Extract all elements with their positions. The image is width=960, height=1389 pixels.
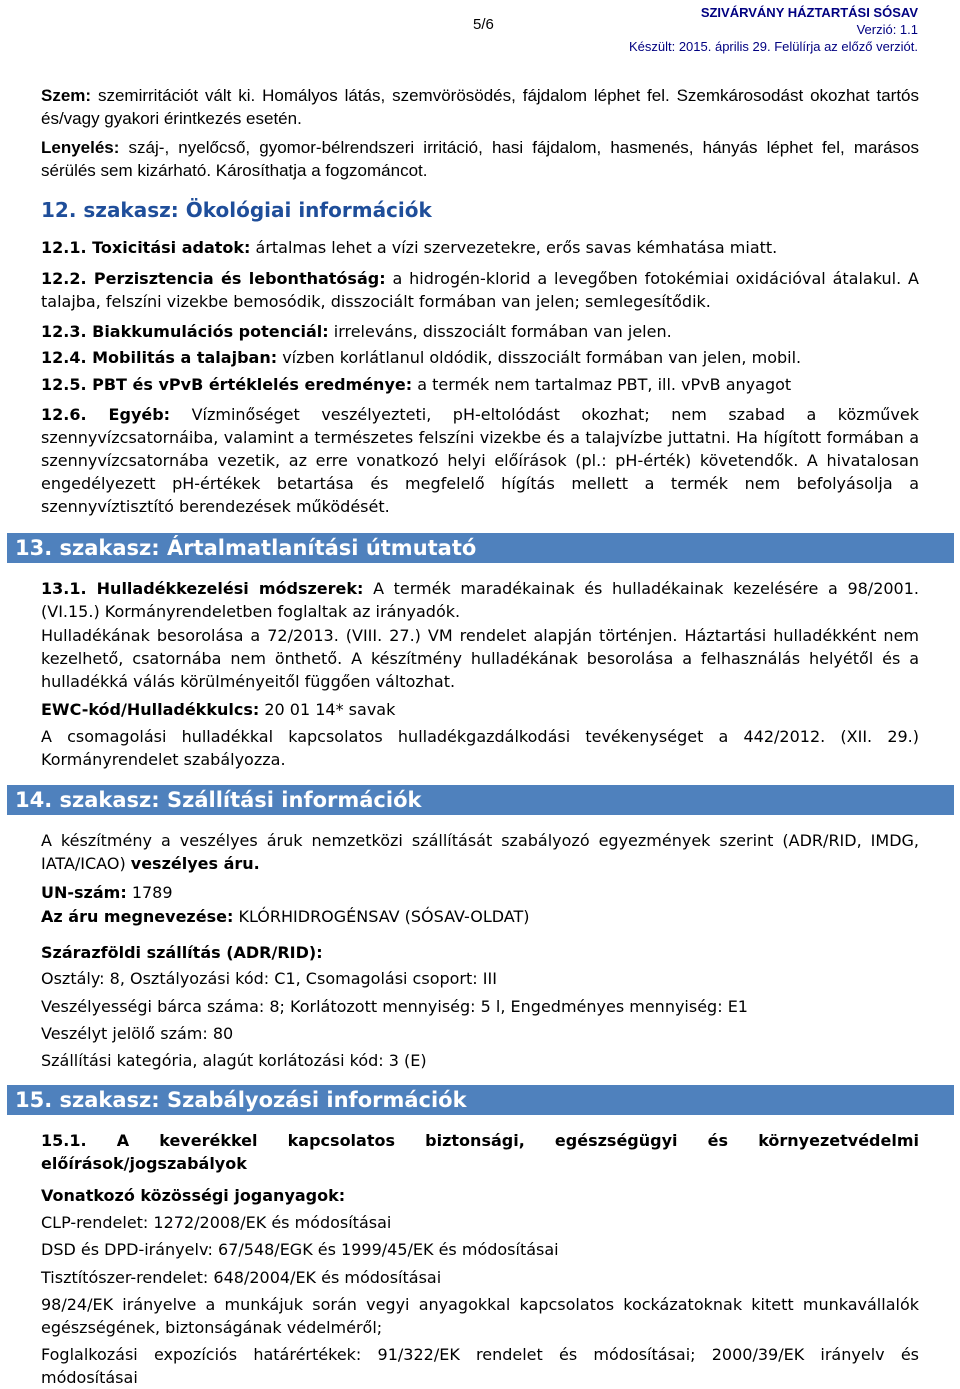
- persistence-paragraph: [41, 267, 919, 313]
- section-14-title: 14. szakasz: Szállítási információk: [15, 788, 422, 812]
- packaging-waste-paragraph: A csomagolási hulladékkal kapcsolatos hulladékgazdálkodási tevékenységet a 442/2012. (XII. 29.) Kormányrendelet szabályozza.: [41, 727, 919, 769]
- toxicity-label: 12.1. Toxicitási adatok:: [41, 238, 251, 257]
- other-effects-label: 12.6. Egyéb:: [41, 405, 171, 424]
- dsd-dpd-line: DSD és DPD-irányelv: 67/548/EGK és 1999/45/EK és módosításai: [41, 1240, 559, 1259]
- persistence-label: 12.2. Perzisztencia és lebonthatóság:: [41, 269, 386, 288]
- bioaccumulation-paragraph: [41, 320, 919, 343]
- ewc-label: EWC-kód/Hulladékkulcs:: [41, 700, 260, 719]
- section-12-title: 12. szakasz: Ökológiai információk: [41, 198, 432, 222]
- un-number-line: [41, 881, 919, 904]
- regulations-label: 15.1. A keverékkel kapcsolatos biztonsági, egészségügyi és környezetvédelmi előírások/jogszabályok: [41, 1131, 919, 1173]
- transport-class-line: Osztály: 8, Osztályozási kód: C1, Csomagolási csoport: III: [41, 969, 497, 988]
- waste-methods-label: 13.1. Hulladékkezelési módszerek:: [41, 579, 364, 598]
- bioaccumulation-label: 12.3. Biakkumulációs potenciál:: [41, 322, 329, 341]
- tunnel-code-line: Szállítási kategória, alagút korlátozási kód: 3 (E): [41, 1051, 427, 1070]
- ingestion-paragraph: [41, 136, 919, 182]
- goods-name-label: Az áru megnevezése:: [41, 907, 234, 926]
- ewc-value: 20 01 14* savak: [259, 700, 396, 719]
- eye-label: Szem:: [41, 86, 92, 105]
- document-header: [629, 4, 918, 55]
- version-label: Verzió: 1.1: [856, 22, 918, 37]
- section-13-header: [7, 533, 954, 563]
- bioaccumulation-text: irreleváns, disszociált formában van jelen.: [328, 322, 672, 341]
- eye-text: szemirritációt vált ki. Homályos látás, szemvörösödés, fájdalom léphet fel. Szemkárosodást okozhat tartós és/vagy gyakori érintkezés esetén.: [41, 86, 919, 128]
- community-law-heading: [41, 1184, 919, 1207]
- mobility-label: 12.4. Mobilitás a talajban:: [41, 348, 278, 367]
- dangerous-goods-label: veszélyes áru.: [130, 854, 260, 873]
- section-15-title: 15. szakasz: Szabályozási információk: [15, 1088, 467, 1112]
- ingestion-text: száj-, nyelőcső, gyomor-bélrendszeri irritáció, hasi fájdalom, hasmenés, hányás léphet fel, marásos sérülés sem kizárható. Károsíthatja a fogzománcot.: [41, 138, 919, 180]
- pbt-text: a termék nem tartalmaz PBT, ill. vPvB anyagot: [412, 375, 792, 394]
- persistence-text: a hidrogén-klorid a levegőben fotokémiai oxidációval átalakul. A talajba, felszíni vizekbe bemosódik, disszociált formában van jelen; semlegesítődik.: [41, 269, 919, 311]
- un-number-value: 1789: [126, 883, 173, 902]
- pbt-paragraph: [41, 373, 919, 396]
- other-effects-paragraph: [41, 403, 919, 518]
- toxicity-text: ártalmas lehet a vízi szervezetekre, erős savas kémhatása miatt.: [250, 238, 778, 257]
- mobility-text: vízben korlátlanul oldódik, disszociált formában van jelen, mobil.: [277, 348, 802, 367]
- toxicity-paragraph: [41, 236, 919, 259]
- waste-methods-text: A termék maradékainak és hulladékainak kezelésére a 98/2001. (VI.15.) Kormányrendeletben foglaltak az irányadók.: [41, 579, 920, 621]
- land-transport-label: Szárazföldi szállítás (ADR/RID):: [41, 943, 323, 962]
- community-law-label: Vonatkozó közösségi joganyagok:: [41, 1186, 346, 1205]
- transport-intro-text: A készítmény a veszélyes áruk nemzetközi szállítását szabályozó egyezmények szerint (ADR/RID, IMDG, IATA/ICAO): [41, 831, 919, 873]
- clp-regulation-line: CLP-rendelet: 1272/2008/EK és módosításai: [41, 1213, 392, 1232]
- pbt-label: 12.5. PBT és vPvB értéklelés eredménye:: [41, 375, 413, 394]
- hazard-label-line: Veszélyességi bárca száma: 8; Korlátozott mennyiség: 5 l, Engedményes mennyiség: E1: [41, 997, 748, 1016]
- product-name: SZIVÁRVÁNY HÁZTARTÁSI SÓSAV: [700, 5, 918, 20]
- page-number: 5/6: [473, 16, 494, 33]
- waste-classification-paragraph: Hulladékának besorolása a 72/2013. (VIII. 27.) VM rendelet alapján történjen. Háztartási hulladékként nem kezelhető, csatornába nem önthető. A készítmény hulladékának besorolása a felhasználás helyétől és a hulladékká válás körülményeitől függően változhat.: [41, 626, 919, 691]
- detergent-regulation-line: Tisztítószer-rendelet: 648/2004/EK és módosításai: [41, 1268, 442, 1287]
- chemical-agents-directive-paragraph: 98/24/EK irányelve a munkájuk során vegyi anyagokkal kapcsolatos kockázatoknak kitett munkavállalók egészségének, biztonságának védelméről;: [41, 1295, 919, 1337]
- mobility-paragraph: [41, 346, 919, 369]
- waste-methods-paragraph: [41, 577, 919, 623]
- other-effects-text: Vízminőséget veszélyezteti, pH-eltolódást okozhat; nem szabad a közművek szennyvízcsatornáiba, valamint a természetes felszíni vizekbe és a talajvízbe juttatni. Ha hígított formában a szennyvízcsatornába vezetik, az erre vonatkozó helyi előírások (pl.: pH-érték) követendők. A hivatalosan engedélyezett pH-értékek betartása és megfelelő hígítás mellett a termék nem befolyásolja a szennyvíztisztító berendezések működését.: [41, 405, 919, 516]
- goods-name-value: KLÓRHIDROGÉNSAV (SÓSAV-OLDAT): [233, 907, 530, 926]
- un-number-label: UN-szám:: [41, 883, 127, 902]
- hazard-number-line: Veszélyt jelölő szám: 80: [41, 1024, 234, 1043]
- land-transport-heading: [41, 941, 919, 964]
- eye-paragraph: [41, 84, 919, 130]
- ewc-code-line: [41, 698, 919, 721]
- revision-note: Készült: 2015. április 29. Felülírja az előző verziót.: [628, 39, 918, 54]
- ingestion-label: Lenyelés:: [41, 138, 120, 157]
- transport-intro-paragraph: [41, 829, 919, 875]
- goods-name-line: [41, 905, 919, 928]
- regulations-subheading: [41, 1129, 919, 1175]
- section-13-title: 13. szakasz: Ártalmatlanítási útmutató: [15, 536, 477, 560]
- section-14-header: [7, 785, 954, 815]
- section-15-header: [7, 1085, 954, 1115]
- exposure-limits-paragraph: Foglalkozási expozíciós határértékek: 91/322/EK rendelet és módosításai; 2000/39/EK irányelv és módosításai: [41, 1345, 919, 1387]
